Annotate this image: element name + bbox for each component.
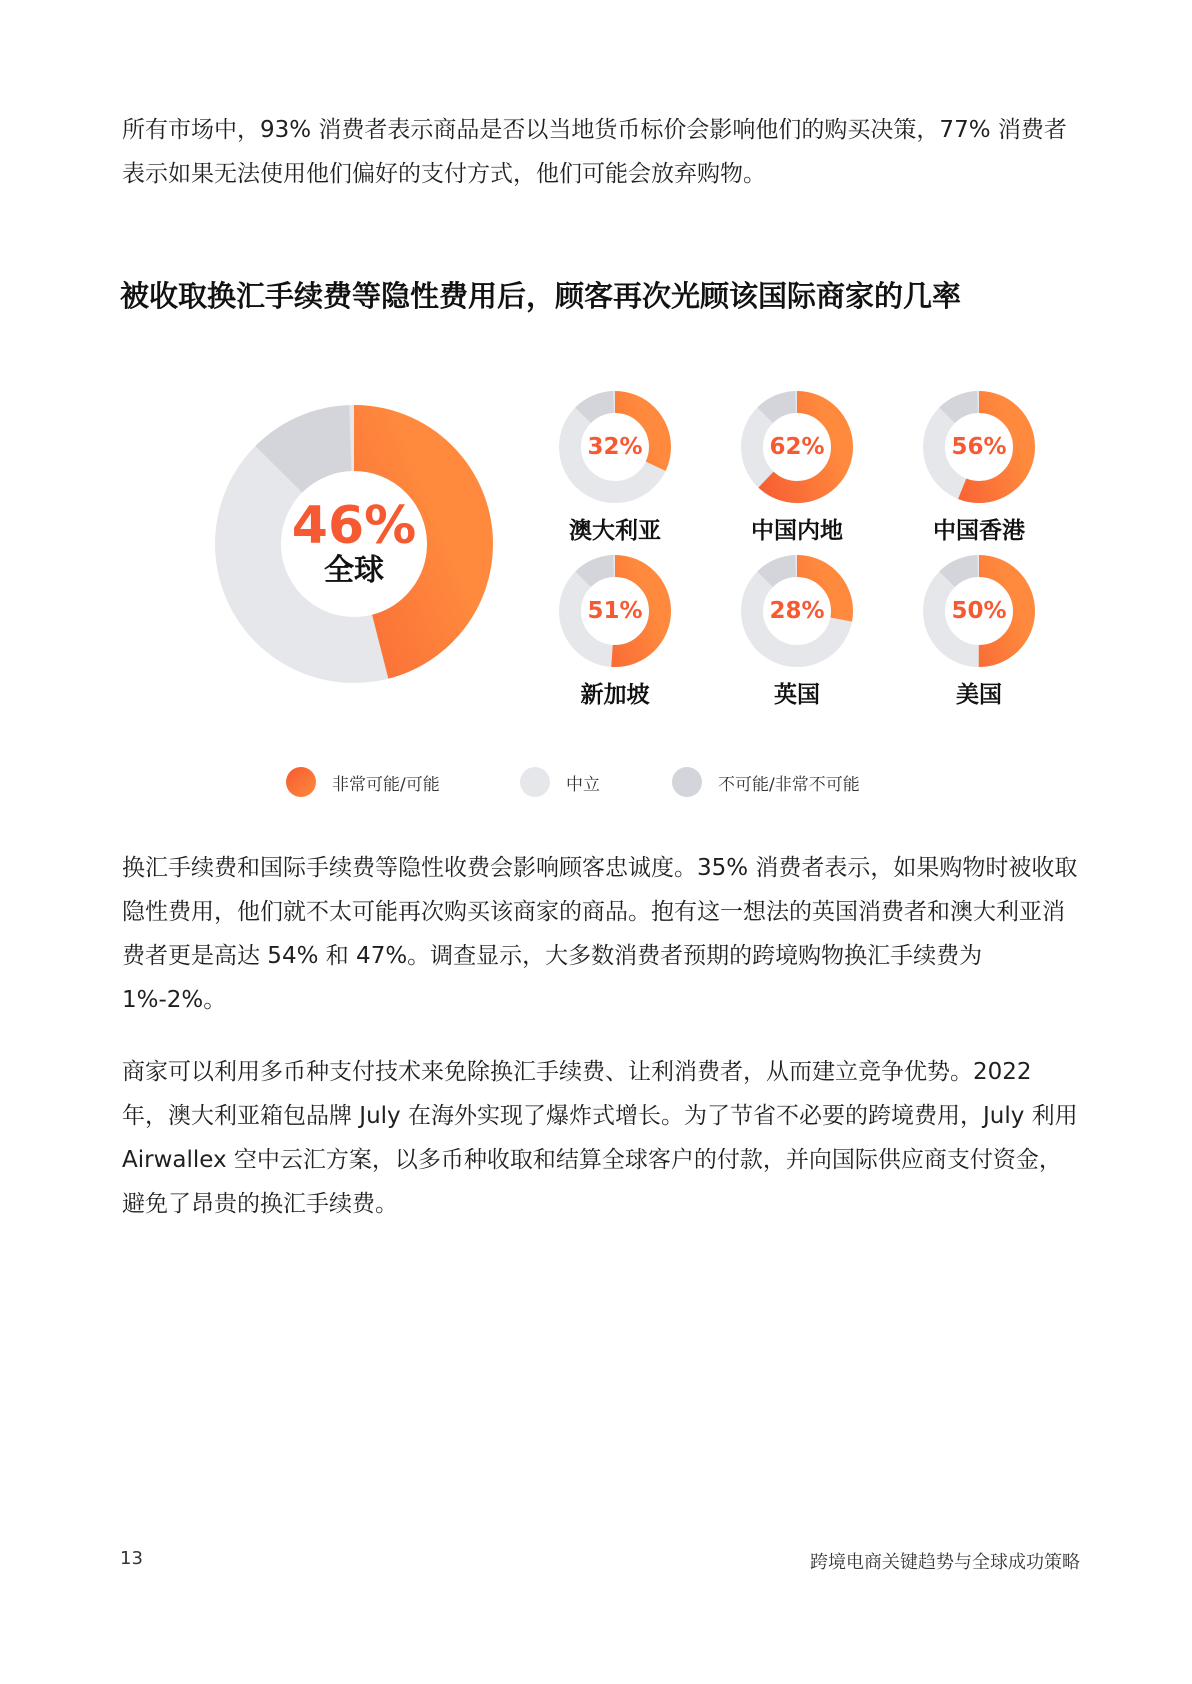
region-value: 32%: [587, 434, 643, 460]
region-donut-uk: [722, 554, 872, 724]
body-paragraph-1: 换汇手续费和国际手续费等隐性收费会影响顾客忠诚度。35% 消费者表示，如果购物时被收取隐性费用，他们就不太可能再次购买该商家的商品。抱有这一想法的英国消费者和澳大利亚消费者更是高达 54% 和 47%。调查显示，大多数消费者预期的跨境购物换汇手续费为 1%-2%。: [122, 855, 1078, 1013]
donut-chart-group: [0, 390, 1192, 740]
chart-legend: [0, 766, 1192, 806]
page-number: 13: [120, 1548, 143, 1569]
legend-item-unlikely: [672, 766, 860, 798]
region-donut-australia: [540, 390, 690, 560]
region-label: 澳大利亚: [569, 518, 661, 544]
footer-doc-title: 跨境电商关键趋势与全球成功策略: [810, 1552, 1080, 1573]
legend-label: 非常可能/可能: [332, 774, 440, 795]
global-label: 全球: [324, 553, 384, 588]
global-donut: [214, 404, 494, 684]
region-label: 美国: [956, 682, 1002, 708]
region-label: 中国香港: [933, 518, 1025, 544]
region-label: 中国内地: [751, 518, 843, 544]
global-value: 46%: [291, 496, 417, 556]
legend-label: 不可能/非常不可能: [718, 774, 860, 795]
legend-item-likely: [286, 766, 440, 798]
global-donut-center: [214, 404, 494, 684]
legend-swatch: [672, 767, 702, 797]
region-value: 51%: [587, 598, 643, 624]
chart-title: 被收取换汇手续费等隐性费用后，顾客再次光顾该国际商家的几率: [120, 279, 962, 313]
legend-swatch: [520, 767, 550, 797]
region-donut-mainland-china: [722, 390, 872, 560]
region-donut-us: [904, 554, 1054, 724]
region-donut-hong-kong: [904, 390, 1054, 560]
legend-swatch: [286, 767, 316, 797]
region-donut-singapore: [540, 554, 690, 724]
region-value: 56%: [951, 434, 1007, 460]
region-label: 英国: [774, 682, 820, 708]
legend-item-neutral: [520, 766, 600, 798]
region-value: 28%: [769, 598, 825, 624]
region-label: 新加坡: [580, 682, 650, 708]
intro-paragraph: 所有市场中，93% 消费者表示商品是否以当地货币标价会影响他们的购买决策，77% 消费者表示如果无法使用他们偏好的支付方式，他们可能会放弃购物。: [122, 117, 1067, 187]
legend-label: 中立: [566, 774, 600, 795]
region-value: 50%: [951, 598, 1007, 624]
body-paragraph-2: 商家可以利用多币种支付技术来免除换汇手续费、让利消费者，从而建立竞争优势。2022 年，澳大利亚箱包品牌 July 在海外实现了爆炸式增长。为了节省不必要的跨境费用，July 利用 Airwallex 空中云汇方案，以多币种收取和结算全球客户的付款，并向国际供应商支付资金，避免了昂贵的换汇手续费。: [122, 1059, 1078, 1217]
region-value: 62%: [769, 434, 825, 460]
